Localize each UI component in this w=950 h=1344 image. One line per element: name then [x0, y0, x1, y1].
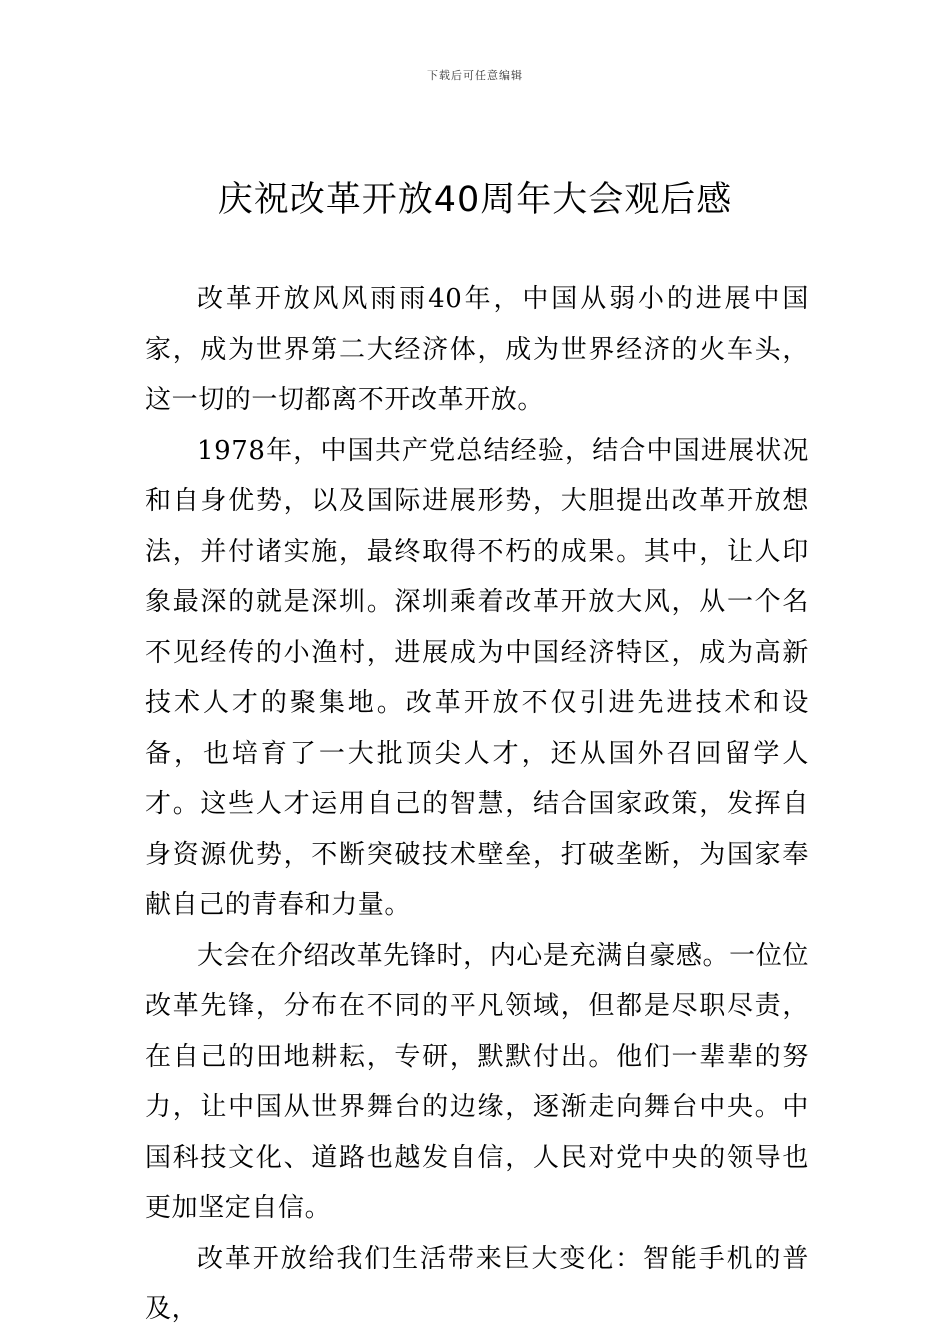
document-title: 庆祝改革开放40周年大会观后感: [217, 180, 733, 220]
header-note: 下载后可任意编辑: [427, 69, 523, 82]
paragraph-1: 改革开放风风雨雨40年，中国从弱小的进展中国家，成为世界第二大经济体，成为世界经济的火车头，这一切的一切都离不开改革开放。: [145, 284, 809, 415]
paragraph-2: 1978年，中国共产党总结经验，结合中国进展状况和自身优势，以及国际进展形势，大胆提出改革开放想法，并付诸实施，最终取得不朽的成果。其中，让人印象最深的就是深圳。深圳乘着改革开放大风，从一个名不见经传的小渔村，进展成为中国经济特区，成为高新技术人才的聚集地。改革开放不仅引进先进技术和设备，也培育了一大批顶尖人才，还从国外召回留学人才。这些人才运用自己的智慧，结合国家政策，发挥自身资源优势，不断突破技术壁垒，打破垄断，为国家奉献自己的青春和力量。: [145, 435, 809, 920]
paragraph-3: 大会在介绍改革先锋时，内心是充满自豪感。一位位改革先锋，分布在不同的平凡领域，但都是尽职尽责，在自己的田地耕耘，专研，默默付出。他们一辈辈的努力，让中国从世界舞台的边缘，逐渐走向舞台中央。中国科技文化、道路也越发自信，人民对党中央的领导也更加坚定自信。: [145, 940, 809, 1223]
paragraph-4: 改革开放给我们生活带来巨大变化：智能手机的普及，: [145, 1243, 809, 1324]
document-body: [145, 274, 809, 1335]
